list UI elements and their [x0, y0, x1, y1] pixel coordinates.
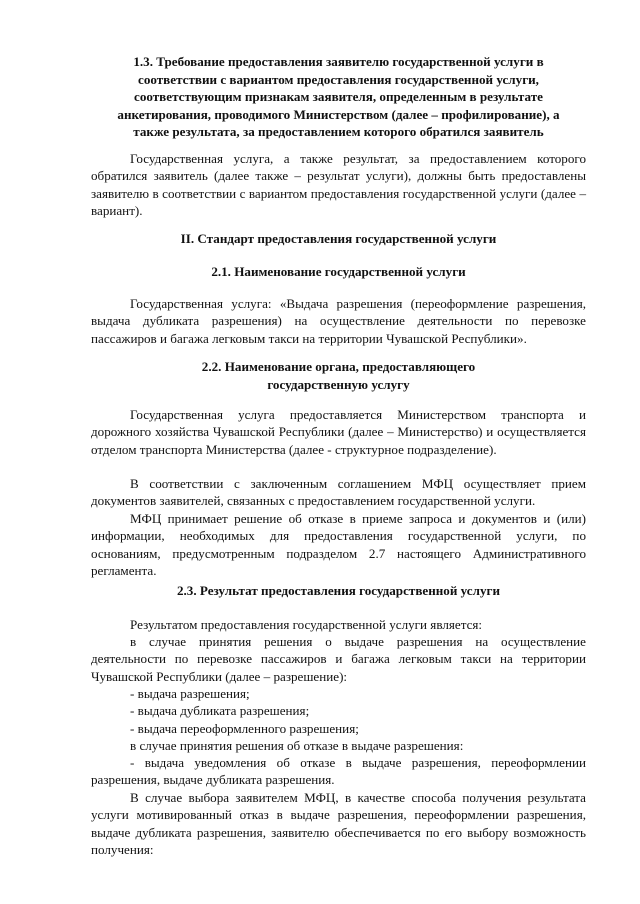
paragraph: Результатом предоставления государственной услуги является: — [130, 617, 483, 632]
section-2-heading: II. Стандарт предоставления государственной услуги — [180, 231, 497, 246]
section-2-2-heading — [91, 358, 586, 393]
heading-line: соответствующим признакам заявителя, определенным в результате — [134, 89, 543, 104]
list-item: - выдача переоформленного разрешения; — [130, 720, 359, 736]
section-1-3-heading — [91, 53, 586, 141]
heading-line: 1.3. Требование предоставления заявителю государственной услуги в — [133, 54, 544, 69]
paragraph: В случае выбора заявителем МФЦ, в качестве способа получения результата услуги мотивированный отказ в выдаче разрешения, переоформлении разрешения, выдаче дубликата разрешения, заявителю обеспечивается по его выбору возможность получения: — [91, 790, 586, 858]
paragraph: Государственная услуга: «Выдача разрешения (переоформление разрешения, выдача дубликата разрешения) на осуществление деятельности по перевозке пассажиров и багажа легковым такси на территории Чувашской Республики». — [91, 296, 586, 346]
list-item: - выдача разрешения; — [130, 686, 250, 701]
paragraph: - выдача уведомления об отказе в выдаче разрешения, переоформлении разрешения, выдаче дубликата разрешения. — [91, 755, 586, 788]
paragraph: В соответствии с заключенным соглашением МФЦ осуществляет прием документов заявителей, связанных с предоставлением государственной услуги. — [91, 476, 586, 509]
paragraph: в случае принятия решения об отказе в выдаче разрешения: — [130, 738, 464, 753]
result-list — [91, 685, 586, 737]
paragraph: МФЦ принимает решение об отказе в приеме запроса и документов и (или) информации, необходимых для предоставления государственной услуги, по основаниям, предусмотренным подразделом 2.7 настоящего Административного регламента. — [91, 511, 586, 579]
heading-line: государственную услугу — [267, 376, 410, 392]
heading-line: анкетирования, проводимого Министерством (далее – профилирование), а — [117, 106, 560, 122]
heading-line: соответствии с вариантом предоставления государственной услуги, — [138, 71, 539, 87]
list-item: - выдача дубликата разрешения; — [130, 703, 310, 719]
section-2-1-heading: 2.1. Наименование государственной услуги — [211, 264, 466, 279]
paragraph: Государственная услуга, а также результат, за предоставлением которого обратился заявитель (далее также – результат услуги), должны быть предоставлены заявителю в соответствии с вариантом предоставления государственной услуги (далее – вариант). — [91, 151, 586, 219]
paragraph: Государственная услуга предоставляется Министерством транспорта и дорожного хозяйства Чувашской Республики (далее – Министерство) и осуществляется отделом транспорта Министерства (далее - структурное подразделение). — [91, 407, 586, 457]
paragraph: в случае принятия решения о выдаче разрешения на осуществление деятельности по перевозке пассажиров и багажа легковым такси на территории Чувашской Республики (далее – разрешение): — [91, 634, 586, 684]
section-2-3-heading: 2.3. Результат предоставления государственной услуги — [176, 583, 501, 598]
heading-line: также результата, за предоставлением которого обратился заявитель — [133, 124, 544, 139]
heading-line: 2.2. Наименование органа, предоставляющего — [201, 359, 476, 374]
